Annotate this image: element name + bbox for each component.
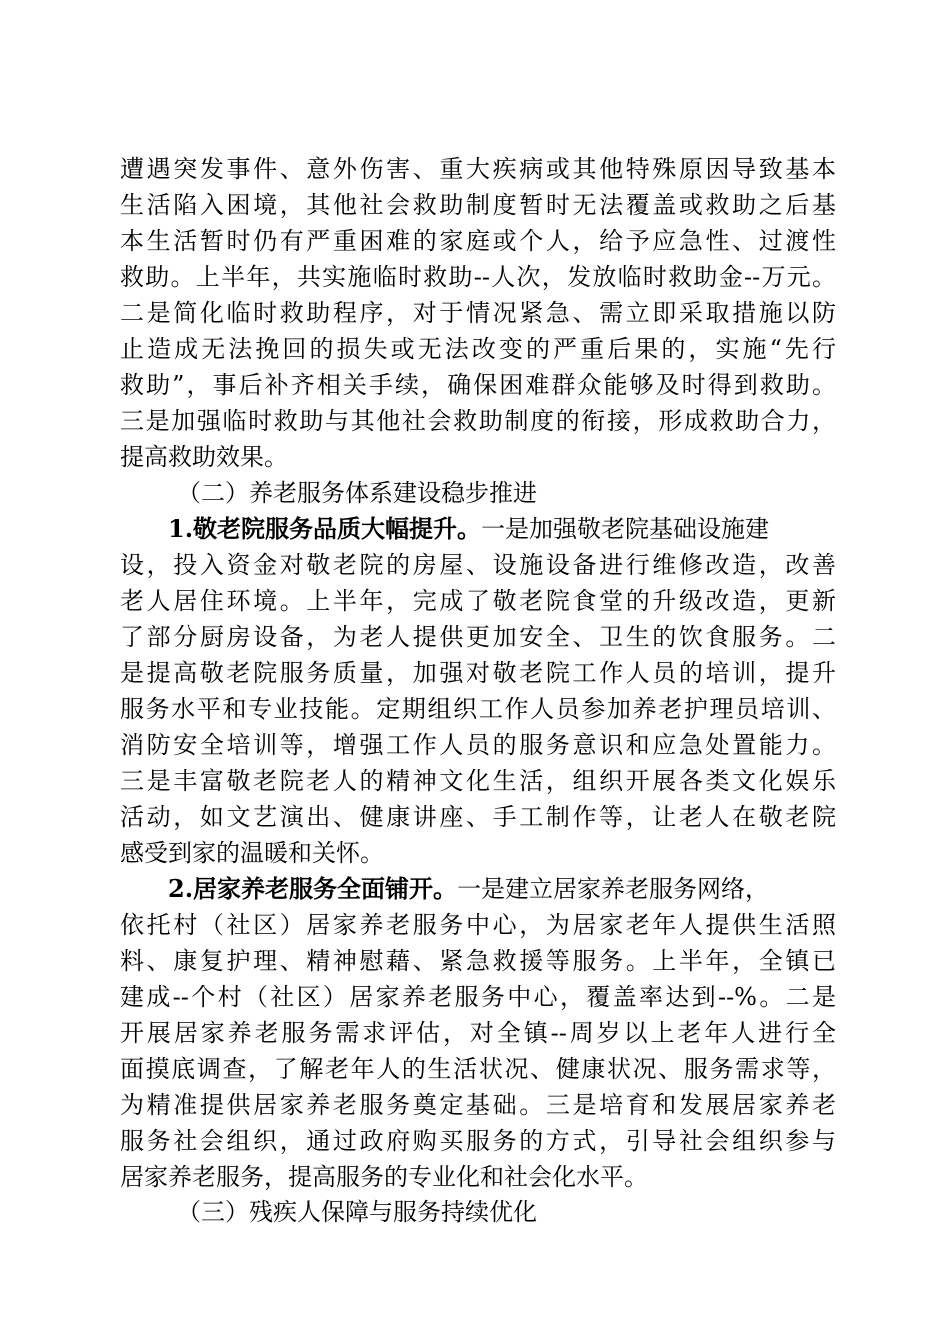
item-text: 一是加强敬老院基础设施建 — [481, 515, 770, 543]
section-heading — [120, 1194, 836, 1230]
item-nursing-home — [120, 511, 836, 871]
paragraph-line: 救助。上半年，共实施临时救助--人次，发放临时救助金--万元。 — [120, 263, 836, 291]
section-heading-text: （三）残疾人保障与服务持续优化 — [177, 1198, 537, 1226]
paragraph-line: 止造成无法挽回的损失或无法改变的严重后果的，实施“先行 — [120, 335, 836, 363]
paragraph-line: 依托村（社区）居家养老服务中心，为居家老年人提供生活照 — [120, 911, 836, 939]
item-title: 1.敬老院服务品质大幅提升。 — [168, 514, 482, 543]
paragraph-line: 活动，如文艺演出、健康讲座、手工制作等，让老人在敬老院 — [120, 803, 836, 831]
paragraph-line: 感受到家的温暖和关怀。 — [120, 839, 384, 867]
paragraph-line: 三是丰富敬老院老人的精神文化生活，组织开展各类文化娱乐 — [120, 767, 836, 795]
paragraph-line: 救助”，事后补齐相关手续，确保困难群众能够及时得到救助。 — [120, 371, 836, 399]
paragraph-line: 消防安全培训等，增强工作人员的服务意识和应急处置能力。 — [120, 731, 836, 759]
item-home-care — [120, 871, 836, 1195]
paragraph-line: 居家养老服务，提高服务的专业化和社会化水平。 — [120, 1163, 648, 1191]
item-text: 一是建立居家养老服务网络， — [457, 875, 770, 903]
paragraph-line: 服务水平和专业技能。定期组织工作人员参加养老护理员培训、 — [120, 695, 836, 723]
paragraph-line: 料、康复护理、精神慰藉、紧急救援等服务。上半年，全镇已 — [120, 947, 836, 975]
paragraph-line: 是提高敬老院服务质量，加强对敬老院工作人员的培训，提升 — [120, 659, 836, 687]
paragraph-line: 本生活暂时仍有严重困难的家庭或个人，给予应急性、过渡性 — [120, 227, 836, 255]
paragraph-line: 三是加强临时救助与其他社会救助制度的衔接，形成救助合力， — [120, 407, 836, 435]
paragraph-line: 了部分厨房设备，为老人提供更加安全、卫生的饮食服务。二 — [120, 623, 836, 651]
paragraph-line: 二是简化临时救助程序，对于情况紧急、需立即采取措施以防 — [120, 299, 836, 327]
paragraph-line: 生活陷入困境，其他社会救助制度暂时无法覆盖或救助之后基 — [120, 191, 836, 219]
paragraph-line: 面摸底调查，了解老年人的生活状况、健康状况、服务需求等， — [120, 1055, 836, 1083]
paragraph-line: 服务社会组织，通过政府购买服务的方式，引导社会组织参与 — [120, 1127, 836, 1155]
item-first-line — [120, 871, 836, 907]
paragraph-line: 开展居家养老服务需求评估，对全镇--周岁以上老年人进行全 — [120, 1019, 836, 1047]
paragraph-line: 为精准提供居家养老服务奠定基础。三是培育和发展居家养老 — [120, 1091, 836, 1119]
item-title: 2.居家养老服务全面铺开。 — [168, 874, 458, 903]
paragraph-line: 提高救助效果。 — [120, 443, 288, 471]
paragraph-line: 遭遇突发事件、意外伤害、重大疾病或其他特殊原因导致基本 — [120, 155, 836, 183]
item-first-line — [120, 511, 836, 547]
paragraph-temporary-assistance — [120, 151, 836, 475]
paragraph-line: 设，投入资金对敬老院的房屋、设施设备进行维修改造，改善 — [120, 551, 836, 579]
paragraph-line: 建成--个村（社区）居家养老服务中心，覆盖率达到--%。二是 — [120, 983, 836, 1011]
paragraph-line: 老人居住环境。上半年，完成了敬老院食堂的升级改造，更新 — [120, 587, 836, 615]
section-heading-text: （二）养老服务体系建设稳步推进 — [177, 479, 537, 507]
section-heading — [120, 475, 836, 511]
